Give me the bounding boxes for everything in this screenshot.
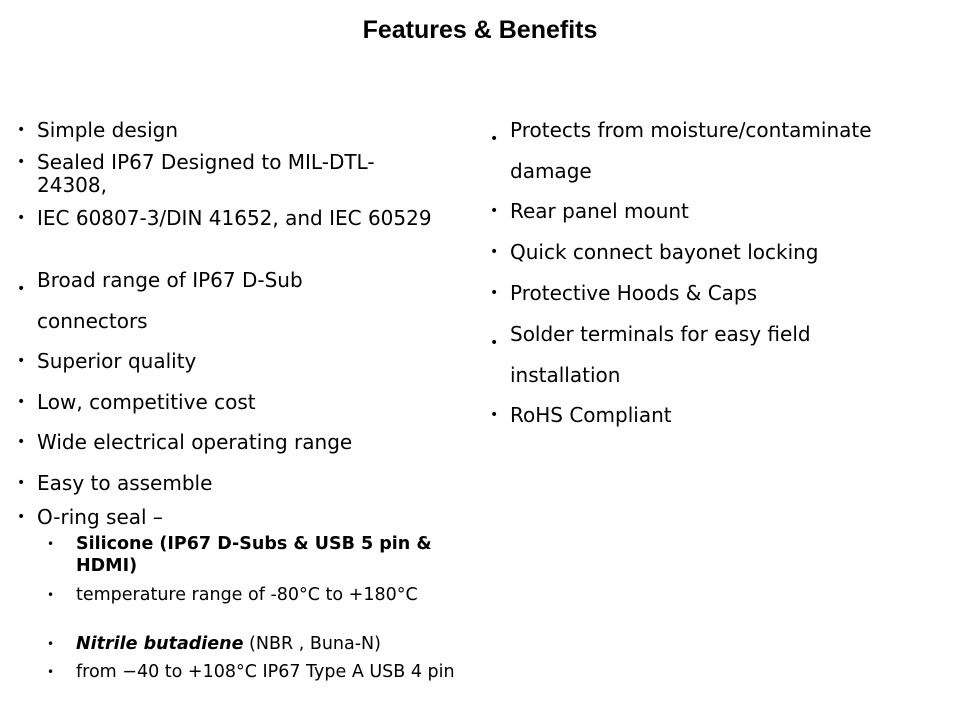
bullet-icon: • bbox=[490, 244, 499, 260]
bullet-text: Solder terminals for easy field installation bbox=[510, 322, 811, 387]
left-bullet-broad-range bbox=[17, 260, 367, 342]
sub-bullet-nitrile bbox=[47, 633, 476, 655]
bullet-icon: • bbox=[490, 407, 499, 423]
left-bullet-superior-quality bbox=[17, 349, 437, 373]
left-bullet-o-ring-seal bbox=[17, 505, 437, 529]
bullet-icon: • bbox=[47, 665, 55, 679]
bullet-text: Superior quality bbox=[37, 349, 197, 373]
left-bullet-electrical-range bbox=[17, 430, 437, 454]
bullet-text: (NBR , Buna-N) bbox=[243, 634, 381, 654]
right-bullet-rohs bbox=[490, 403, 940, 427]
bullet-text: Quick connect bayonet locking bbox=[510, 240, 819, 264]
bullet-icon: • bbox=[490, 131, 499, 147]
bullet-icon: • bbox=[490, 203, 499, 219]
bullet-icon: • bbox=[17, 475, 26, 491]
bullet-text: RoHS Compliant bbox=[510, 403, 672, 427]
bullet-text: Silicone (IP67 D-Subs & USB 5 pin & HDMI) bbox=[76, 534, 432, 576]
bullet-icon: • bbox=[47, 537, 55, 551]
bullet-text-emphasis: Nitrile butadiene bbox=[76, 634, 244, 654]
bullet-text: Low, competitive cost bbox=[37, 390, 256, 414]
left-bullet-easy-assemble bbox=[17, 471, 437, 495]
bullet-text: Rear panel mount bbox=[510, 199, 689, 223]
left-bullet-sealed-ip67 bbox=[17, 150, 437, 197]
bullet-icon: • bbox=[47, 588, 55, 602]
sub-bullet-temperature bbox=[47, 584, 436, 606]
sub-bullet-silicone bbox=[47, 533, 466, 577]
right-bullet-hoods-caps bbox=[490, 281, 940, 305]
bullet-text: Broad range of IP67 D-Sub connectors bbox=[37, 268, 303, 333]
bullet-text: Wide electrical operating range bbox=[37, 430, 353, 454]
bullet-icon: • bbox=[490, 335, 499, 351]
left-bullet-simple-design bbox=[17, 118, 437, 142]
bullet-text: Simple design bbox=[37, 118, 178, 142]
bullet-icon: • bbox=[17, 434, 26, 450]
bullet-icon: • bbox=[17, 210, 26, 226]
bullet-icon: • bbox=[47, 637, 55, 651]
bullet-text: Sealed IP67 Designed to MIL-DTL-24308, bbox=[37, 150, 375, 197]
left-bullet-iec-standards bbox=[17, 206, 437, 230]
bullet-text: from −40 to +108°C IP67 Type A USB 4 pin bbox=[76, 662, 455, 682]
right-bullet-solder-terminals bbox=[490, 314, 890, 396]
right-bullet-bayonet-locking bbox=[490, 240, 940, 264]
bullet-icon: • bbox=[17, 394, 26, 410]
bullet-text: Easy to assemble bbox=[37, 471, 213, 495]
slide-title: Features & Benefits bbox=[362, 16, 598, 44]
bullet-icon: • bbox=[17, 281, 26, 297]
bullet-text: O-ring seal – bbox=[37, 505, 163, 529]
bullet-text: Protects from moisture/contaminate damage bbox=[510, 118, 872, 183]
bullet-text: temperature range of -80°C to +180°C bbox=[76, 585, 418, 605]
sub-bullet-usb-range bbox=[47, 661, 461, 683]
bullet-text: IEC 60807-3/DIN 41652, and IEC 60529 bbox=[37, 206, 432, 230]
bullet-icon: • bbox=[17, 353, 26, 369]
bullet-icon: • bbox=[17, 154, 26, 170]
bullet-text: Protective Hoods & Caps bbox=[510, 281, 758, 305]
bullet-icon: • bbox=[17, 509, 26, 525]
right-bullet-protects-moisture bbox=[490, 110, 940, 192]
left-bullet-low-cost bbox=[17, 390, 437, 414]
right-bullet-rear-panel bbox=[490, 199, 940, 223]
bullet-icon: • bbox=[490, 285, 499, 301]
bullet-icon: • bbox=[17, 122, 26, 138]
